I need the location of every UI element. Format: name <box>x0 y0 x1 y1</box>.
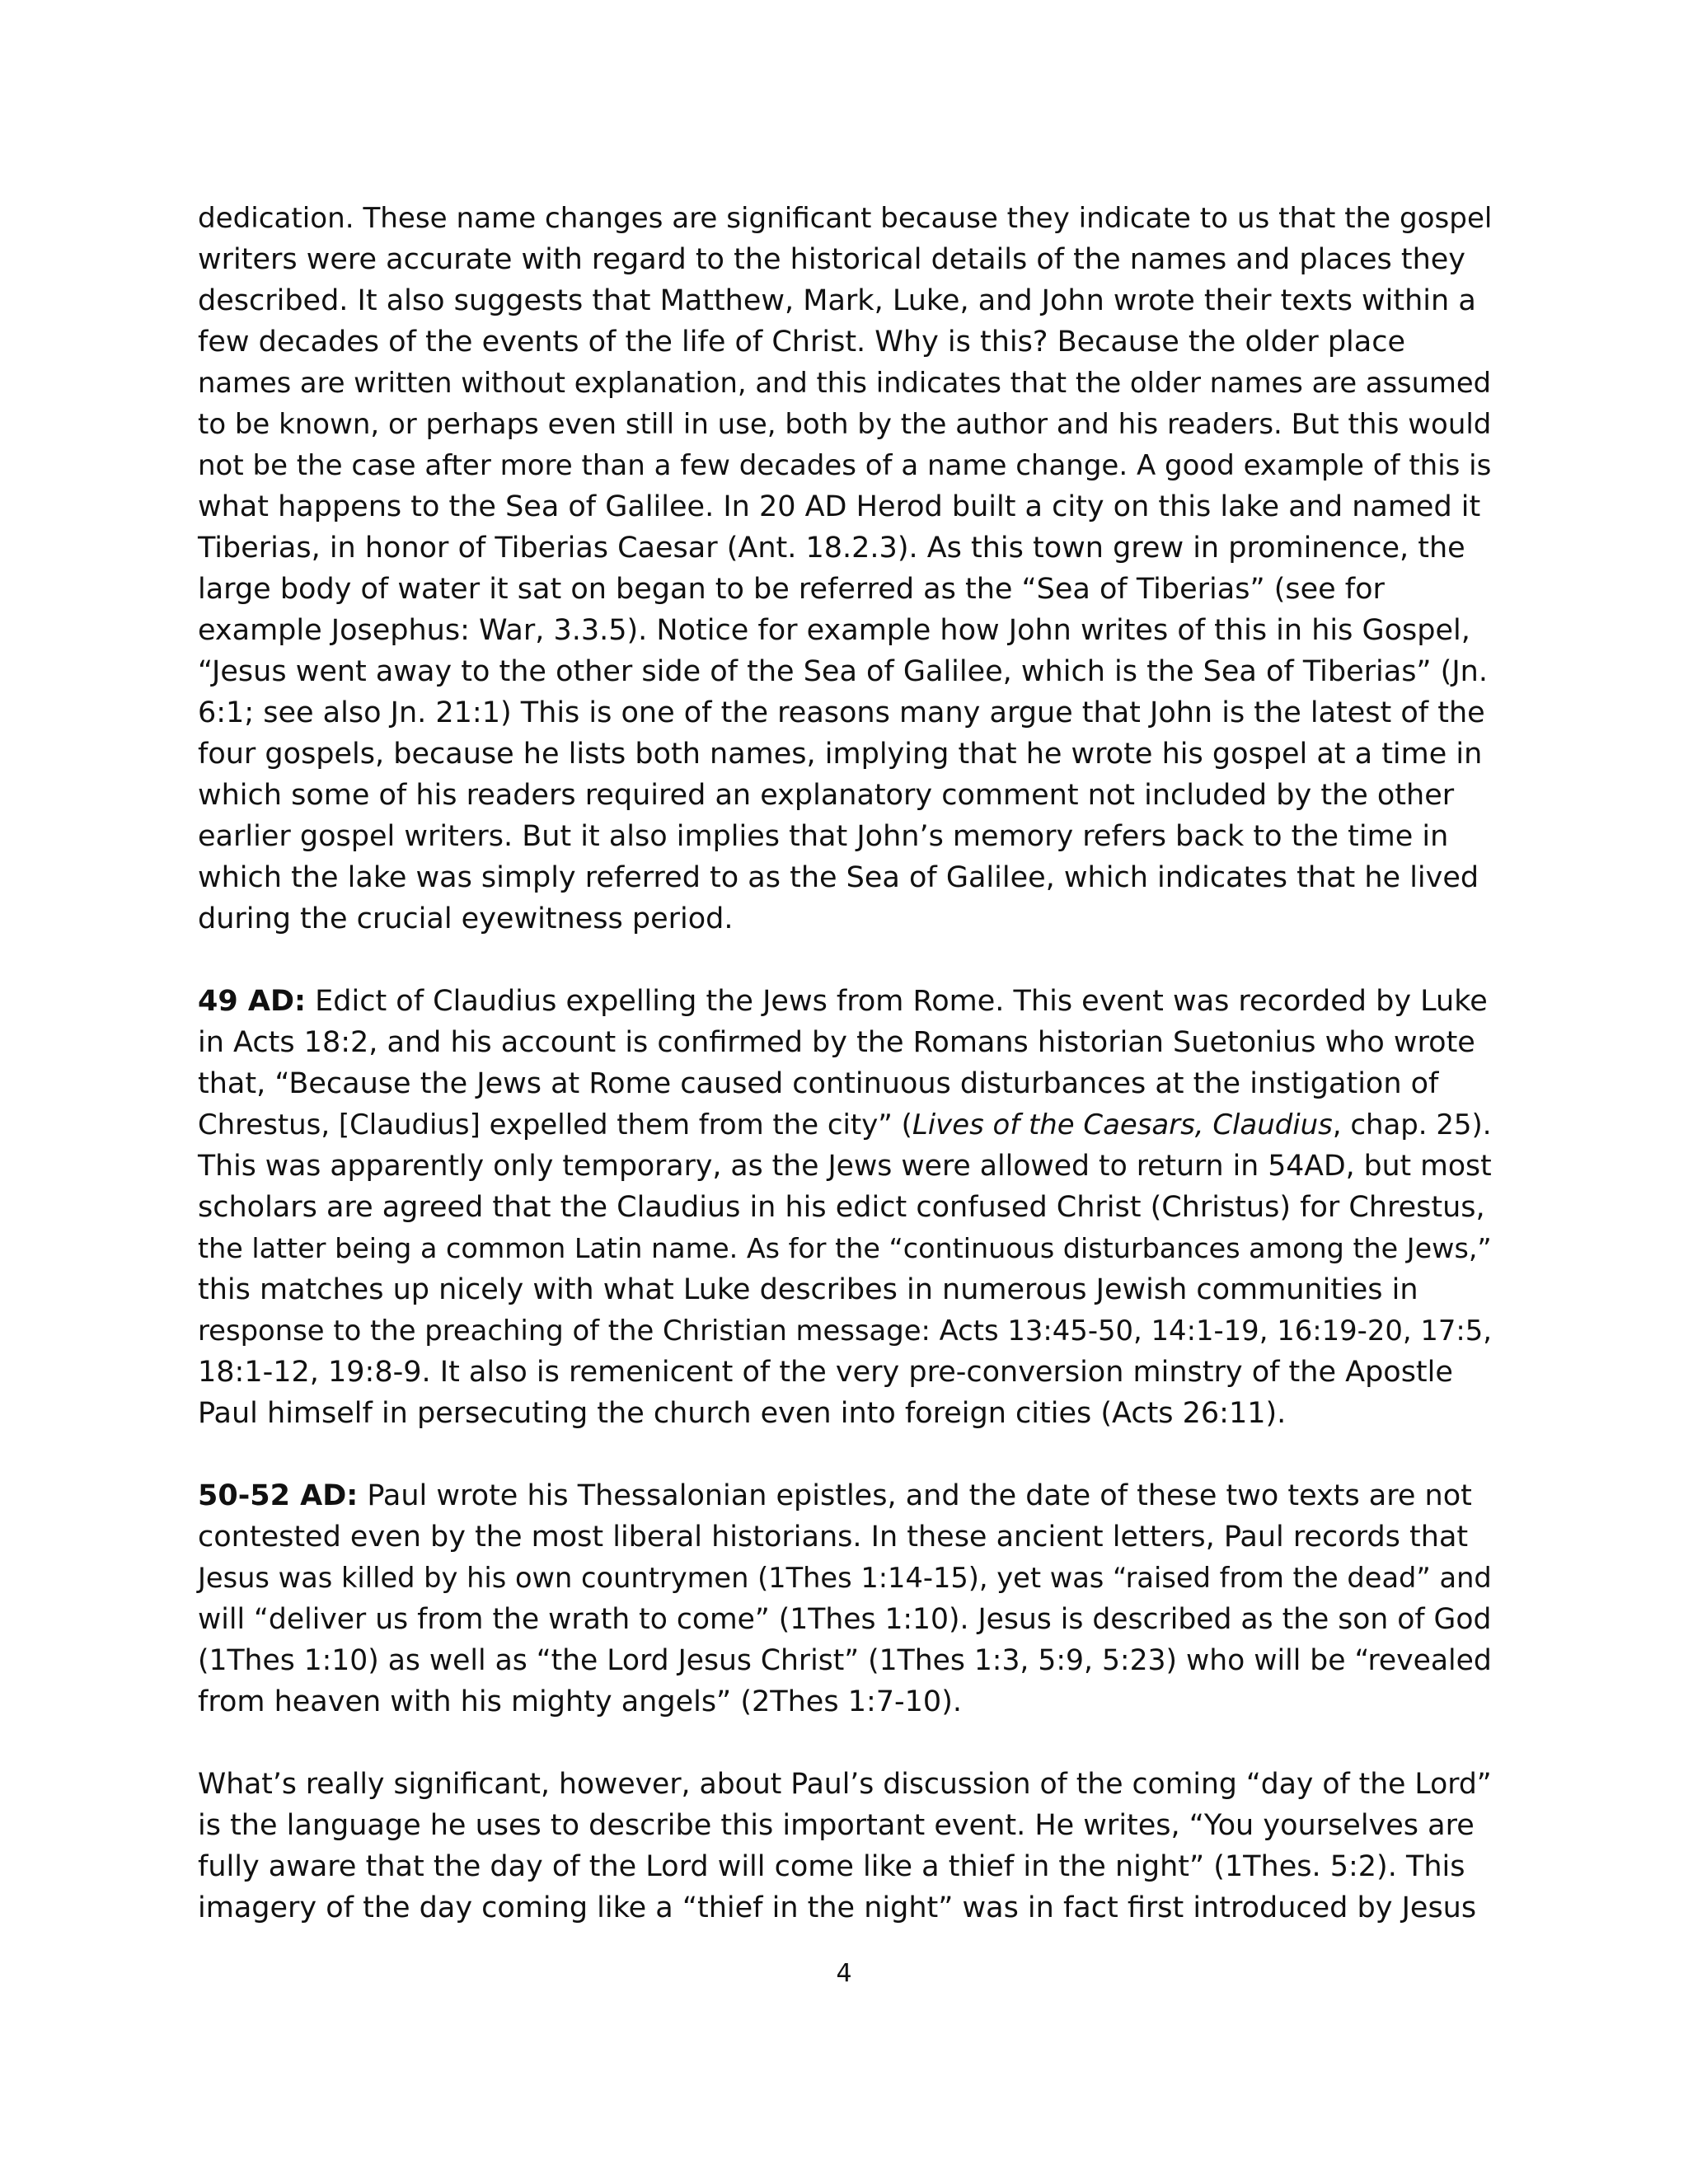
paragraph-49-ad <box>198 981 1492 1434</box>
paragraph-day-of-the-lord <box>198 1764 1492 1929</box>
text-line: will “deliver us from the wrath to come” (1Thes 1:10). Jesus is described as the son of God <box>198 1603 1492 1636</box>
text-line: which some of his readers required an explanatory comment not included by the other <box>198 779 1455 812</box>
text-line: what happens to the Sea of Galilee. In 20 AD Herod built a city on this lake and named it <box>198 490 1481 523</box>
text-line: names are written without explanation, and this indicates that the older names are assumed <box>198 367 1491 399</box>
text-line: Jesus was killed by his own countrymen (1Thes 1:14-15), yet was “raised from the dead” and <box>198 1562 1492 1594</box>
text-line: fully aware that the day of the Lord will come like a thief in the night” (1Thes. 5:2). This <box>198 1850 1465 1883</box>
text-line: 6:1; see also Jn. 21:1) This is one of the reasons many argue that John is the latest of the <box>198 696 1485 729</box>
text-line <box>198 981 1492 1022</box>
text-line: This was apparently only temporary, as the Jews were allowed to return in 54AD, but most <box>198 1150 1492 1183</box>
text-line: four gospels, because he lists both names, implying that he wrote his gospel at a time in <box>198 738 1483 771</box>
page-number: 4 <box>836 1959 852 1988</box>
page-body <box>198 198 1492 1929</box>
text-line: earlier gospel writers. But it also implies that John’s memory refers back to the time in <box>198 820 1449 853</box>
text-line: that, “Because the Jews at Rome caused continuous disturbances at the instigation of <box>198 1067 1439 1100</box>
paragraph-50-52-ad <box>198 1475 1492 1722</box>
text-span: Chrestus, [Claudius] expelled them from the city” ( <box>198 1108 912 1141</box>
paragraph-name-changes <box>198 198 1492 940</box>
text-span: Edict of Claudius expelling the Jews from Rome. This event was recorded by Luke <box>306 985 1488 1018</box>
text-line: scholars are agreed that the Claudius in his edict confused Christ (Christus) for Chrestus, <box>198 1191 1485 1224</box>
book-title: Lives of the Caesars, Claudius <box>912 1108 1333 1141</box>
text-line: large body of water it sat on began to be referred as the “Sea of Tiberias” (see for <box>198 573 1385 606</box>
text-line: this matches up nicely with what Luke describes in numerous Jewish communities in <box>198 1273 1418 1306</box>
text-line: (1Thes 1:10) as well as “the Lord Jesus Christ” (1Thes 1:3, 5:9, 5:23) who will be “revealed <box>198 1644 1492 1677</box>
text-line <box>198 1104 1492 1146</box>
text-line: example Josephus: War, 3.3.5). Notice for example how John writes of this in his Gospel, <box>198 614 1470 647</box>
text-line: to be known, or perhaps even still in use, both by the author and his readers. But this would <box>198 408 1492 441</box>
text-line: 18:1-12, 19:8-9. It also is remenicent of the very pre-conversion minstry of the Apostle <box>198 1356 1453 1389</box>
section-heading: 49 AD: <box>198 985 307 1018</box>
text-line: “Jesus went away to the other side of the Sea of Galilee, which is the Sea of Tiberias” (Jn. <box>198 655 1488 688</box>
text-line: writers were accurate with regard to the historical details of the names and places they <box>198 243 1466 276</box>
text-line: described. It also suggests that Matthew, Mark, Luke, and John wrote their texts within a <box>198 284 1476 317</box>
text-line <box>198 1475 1492 1516</box>
text-span: Paul wrote his Thessalonian epistles, and the date of these two texts are not <box>358 1479 1472 1512</box>
text-line: the latter being a common Latin name. As for the “continuous disturbances among the Jews,” <box>198 1232 1492 1264</box>
text-line: not be the case after more than a few decades of a name change. A good example of this is <box>198 449 1492 482</box>
text-line: in Acts 18:2, and his account is confirmed by the Romans historian Suetonius who wrote <box>198 1026 1475 1059</box>
text-line: Tiberias, in honor of Tiberias Caesar (Ant. 18.2.3). As this town grew in prominence, the <box>198 532 1465 565</box>
text-line: contested even by the most liberal historians. In these ancient letters, Paul records that <box>198 1521 1469 1554</box>
text-span: , chap. 25). <box>1332 1108 1492 1141</box>
text-line: What’s really significant, however, about Paul’s discussion of the coming “day of the Lord” <box>198 1768 1492 1801</box>
text-line: during the crucial eyewitness period. <box>198 902 734 935</box>
text-line: which the lake was simply referred to as the Sea of Galilee, which indicates that he lived <box>198 861 1479 894</box>
text-line: is the language he uses to describe this important event. He writes, “You yourselves are <box>198 1809 1475 1842</box>
section-heading: 50-52 AD: <box>198 1479 359 1512</box>
text-line: Paul himself in persecuting the church even into foreign cities (Acts 26:11). <box>198 1397 1287 1430</box>
text-line: response to the preaching of the Christian message: Acts 13:45-50, 14:1-19, 16:19-20, 17:5, <box>198 1315 1493 1347</box>
text-line: dedication. These name changes are significant because they indicate to us that the gospel <box>198 202 1493 235</box>
text-line: from heaven with his mighty angels” (2Thes 1:7-10). <box>198 1685 962 1718</box>
text-line: imagery of the day coming like a “thief in the night” was in fact first introduced by Jesus <box>198 1891 1477 1924</box>
text-line: few decades of the events of the life of Christ. Why is this? Because the older place <box>198 326 1406 359</box>
